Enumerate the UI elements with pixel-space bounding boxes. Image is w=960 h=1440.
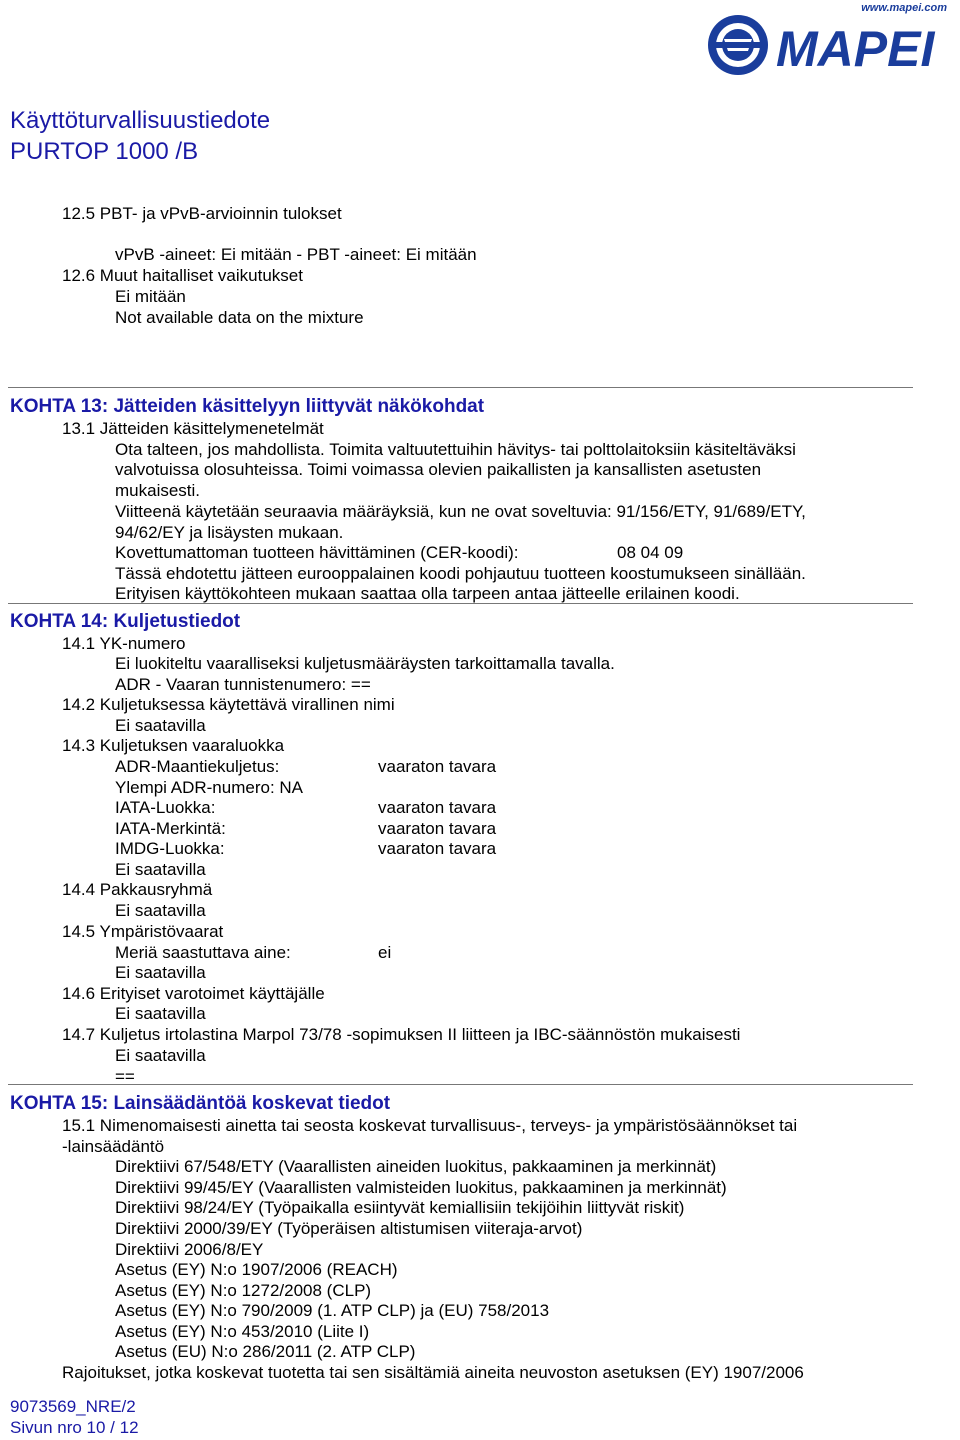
logo-website: www.mapei.com: [861, 2, 947, 14]
section-13-line: 94/62/EY ja lisäysten mukaan.: [115, 523, 344, 542]
hazard-class-value: vaaraton tavara: [378, 757, 497, 776]
subsection-13-1-title: 13.1 Jätteiden käsittelymenetelmät: [62, 419, 324, 438]
restrictions-text: Rajoitukset, jotka koskevat tuotetta tai sen sisältämiä aineita neuvoston asetuksen (EY) 1907/2006: [62, 1363, 804, 1382]
regulation-item: Direktiivi 2000/39/EY (Työperäisen altistumisen viiteraja-arvot): [115, 1219, 583, 1238]
regulation-item: Asetus (EU) N:o 286/2011 (2. ATP CLP): [115, 1342, 416, 1361]
page-number: Sivun nro 10 / 12: [10, 1418, 139, 1437]
subsection-12-6-text-1: Ei mitään: [115, 287, 186, 306]
product-name: PURTOP 1000 /B: [10, 138, 199, 165]
hazard-class-value: vaaraton tavara: [378, 798, 497, 817]
subsection-14-5-text: Ei saatavilla: [115, 963, 206, 982]
subsection-14-4-text: Ei saatavilla: [115, 901, 206, 920]
subsection-14-1-title: 14.1 YK-numero: [62, 634, 186, 653]
subsection-14-7-text-1: Ei saatavilla: [115, 1046, 206, 1065]
hazard-class-label: IMDG-Luokka:: [115, 839, 225, 858]
subsection-14-7-title: 14.7 Kuljetus irtolastina Marpol 73/78 -sopimuksen II liitteen ja IBC-säännöstön mukaisesti: [62, 1025, 741, 1044]
cer-code-value: 08 04 09: [617, 543, 684, 562]
hazard-class-label: IATA-Luokka:: [115, 798, 216, 817]
subsection-14-6-title: 14.6 Erityiset varotoimet käyttäjälle: [62, 984, 325, 1003]
section-13-line: mukaisesti.: [115, 481, 201, 500]
subsection-14-5-title: 14.5 Ympäristövaarat: [62, 922, 224, 941]
regulation-item: Asetus (EY) N:o 790/2009 (1. ATP CLP) ja (EU) 758/2013: [115, 1301, 550, 1320]
subsection-12-6-title: 12.6 Muut haitalliset vaikutukset: [62, 266, 303, 285]
subsection-14-1-text-1: Ei luokiteltu vaaralliseksi kuljetusmääräysten tarkoittamalla tavalla.: [115, 654, 615, 673]
subsection-12-6-text-2: Not available data on the mixture: [115, 308, 364, 327]
subsection-14-7-text-2: ==: [115, 1067, 135, 1086]
section-13-line: Erityisen käyttökohteen mukaan saattaa olla tarpeen antaa jätteelle erilainen koodi.: [115, 584, 740, 603]
section-14-heading: KOHTA 14: Kuljetustiedot: [10, 611, 241, 632]
section-15-heading: KOHTA 15: Lainsäädäntöä koskevat tiedot: [10, 1093, 391, 1114]
regulation-item: Direktiivi 98/24/EY (Työpaikalla esiintyvät kemiallisiin tekijöihin liittyvät riskit): [115, 1198, 685, 1217]
section-13-line: Tässä ehdotettu jätteen eurooppalainen koodi pohjautuu tuotteen koostumukseen sinällään.: [115, 564, 806, 583]
regulation-item: Asetus (EY) N:o 1907/2006 (REACH): [115, 1260, 398, 1279]
section-divider: [8, 603, 913, 604]
subsection-14-3-title: 14.3 Kuljetuksen vaaraluokka: [62, 736, 285, 755]
subsection-15-1-title-cont: -lainsäädäntö: [62, 1137, 165, 1156]
hazard-class-value: vaaraton tavara: [378, 819, 497, 838]
subsection-14-2-title: 14.2 Kuljetuksessa käytettävä virallinen nimi: [62, 695, 395, 714]
logo-emblem: [708, 15, 768, 75]
subsection-14-1-text-2: ADR - Vaaran tunnistenumero: ==: [115, 675, 371, 694]
subsection-14-6-text: Ei saatavilla: [115, 1004, 206, 1023]
subsection-12-5-text: vPvB -aineet: Ei mitään - PBT -aineet: Ei mitään: [115, 245, 477, 264]
logo-wordmark: MAPEI: [776, 21, 935, 77]
subsection-14-2-text: Ei saatavilla: [115, 716, 206, 735]
document-code: 9073569_NRE/2: [10, 1397, 136, 1416]
subsection-14-4-title: 14.4 Pakkausryhmä: [62, 880, 213, 899]
regulation-item: Direktiivi 2006/8/EY: [115, 1240, 264, 1259]
section-13-line: Viitteenä käytetään seuraavia määräyksiä, kun ne ovat soveltuvia: 91/156/ETY, 91/689/ETY,: [115, 502, 806, 521]
section-divider: [8, 387, 913, 388]
hazard-class-value: vaaraton tavara: [378, 839, 497, 858]
cer-code-label: Kovettumattoman tuotteen hävittäminen (CER-koodi):: [115, 543, 519, 562]
hazard-class-label: ADR-Maantiekuljetus:: [115, 757, 280, 776]
mapei-logo: [700, 2, 955, 77]
hazard-class-label: IATA-Merkintä:: [115, 819, 226, 838]
marine-pollutant-value: ei: [378, 943, 392, 962]
hazard-class-label: Ylempi ADR-numero: NA: [115, 778, 304, 797]
section-13-line: valvotuissa olosuhteissa. Toimi voimassa olevien paikallisten ja kansallisten asetusten: [115, 460, 762, 479]
regulation-item: Direktiivi 67/548/ETY (Vaarallisten aineiden luokitus, pakkaaminen ja merkinnät): [115, 1157, 717, 1176]
document-title: Käyttöturvallisuustiedote: [10, 107, 271, 134]
subsection-14-3-text: Ei saatavilla: [115, 860, 206, 879]
subsection-15-1-title: 15.1 Nimenomaisesti ainetta tai seosta koskevat turvallisuus-, terveys- ja ympäristösäännökset tai: [62, 1116, 798, 1135]
marine-pollutant-label: Meriä saastuttava aine:: [115, 943, 291, 962]
mapei-logo-graphic: [700, 2, 955, 77]
section-13-line: Ota talteen, jos mahdollista. Toimita valtuutettuihin hävitys- tai polttolaitoksiin käsiteltäväksi: [115, 440, 796, 459]
regulation-item: Asetus (EY) N:o 1272/2008 (CLP): [115, 1281, 372, 1300]
regulation-item: Direktiivi 99/45/EY (Vaarallisten valmisteiden luokitus, pakkaaminen ja merkinnät): [115, 1178, 727, 1197]
regulation-item: Asetus (EY) N:o 453/2010 (Liite I): [115, 1322, 370, 1341]
section-13-heading: KOHTA 13: Jätteiden käsittelyyn liittyvät näkökohdat: [10, 396, 485, 417]
section-divider: [8, 1084, 913, 1085]
subsection-12-5-title: 12.5 PBT- ja vPvB-arvioinnin tulokset: [62, 204, 342, 223]
